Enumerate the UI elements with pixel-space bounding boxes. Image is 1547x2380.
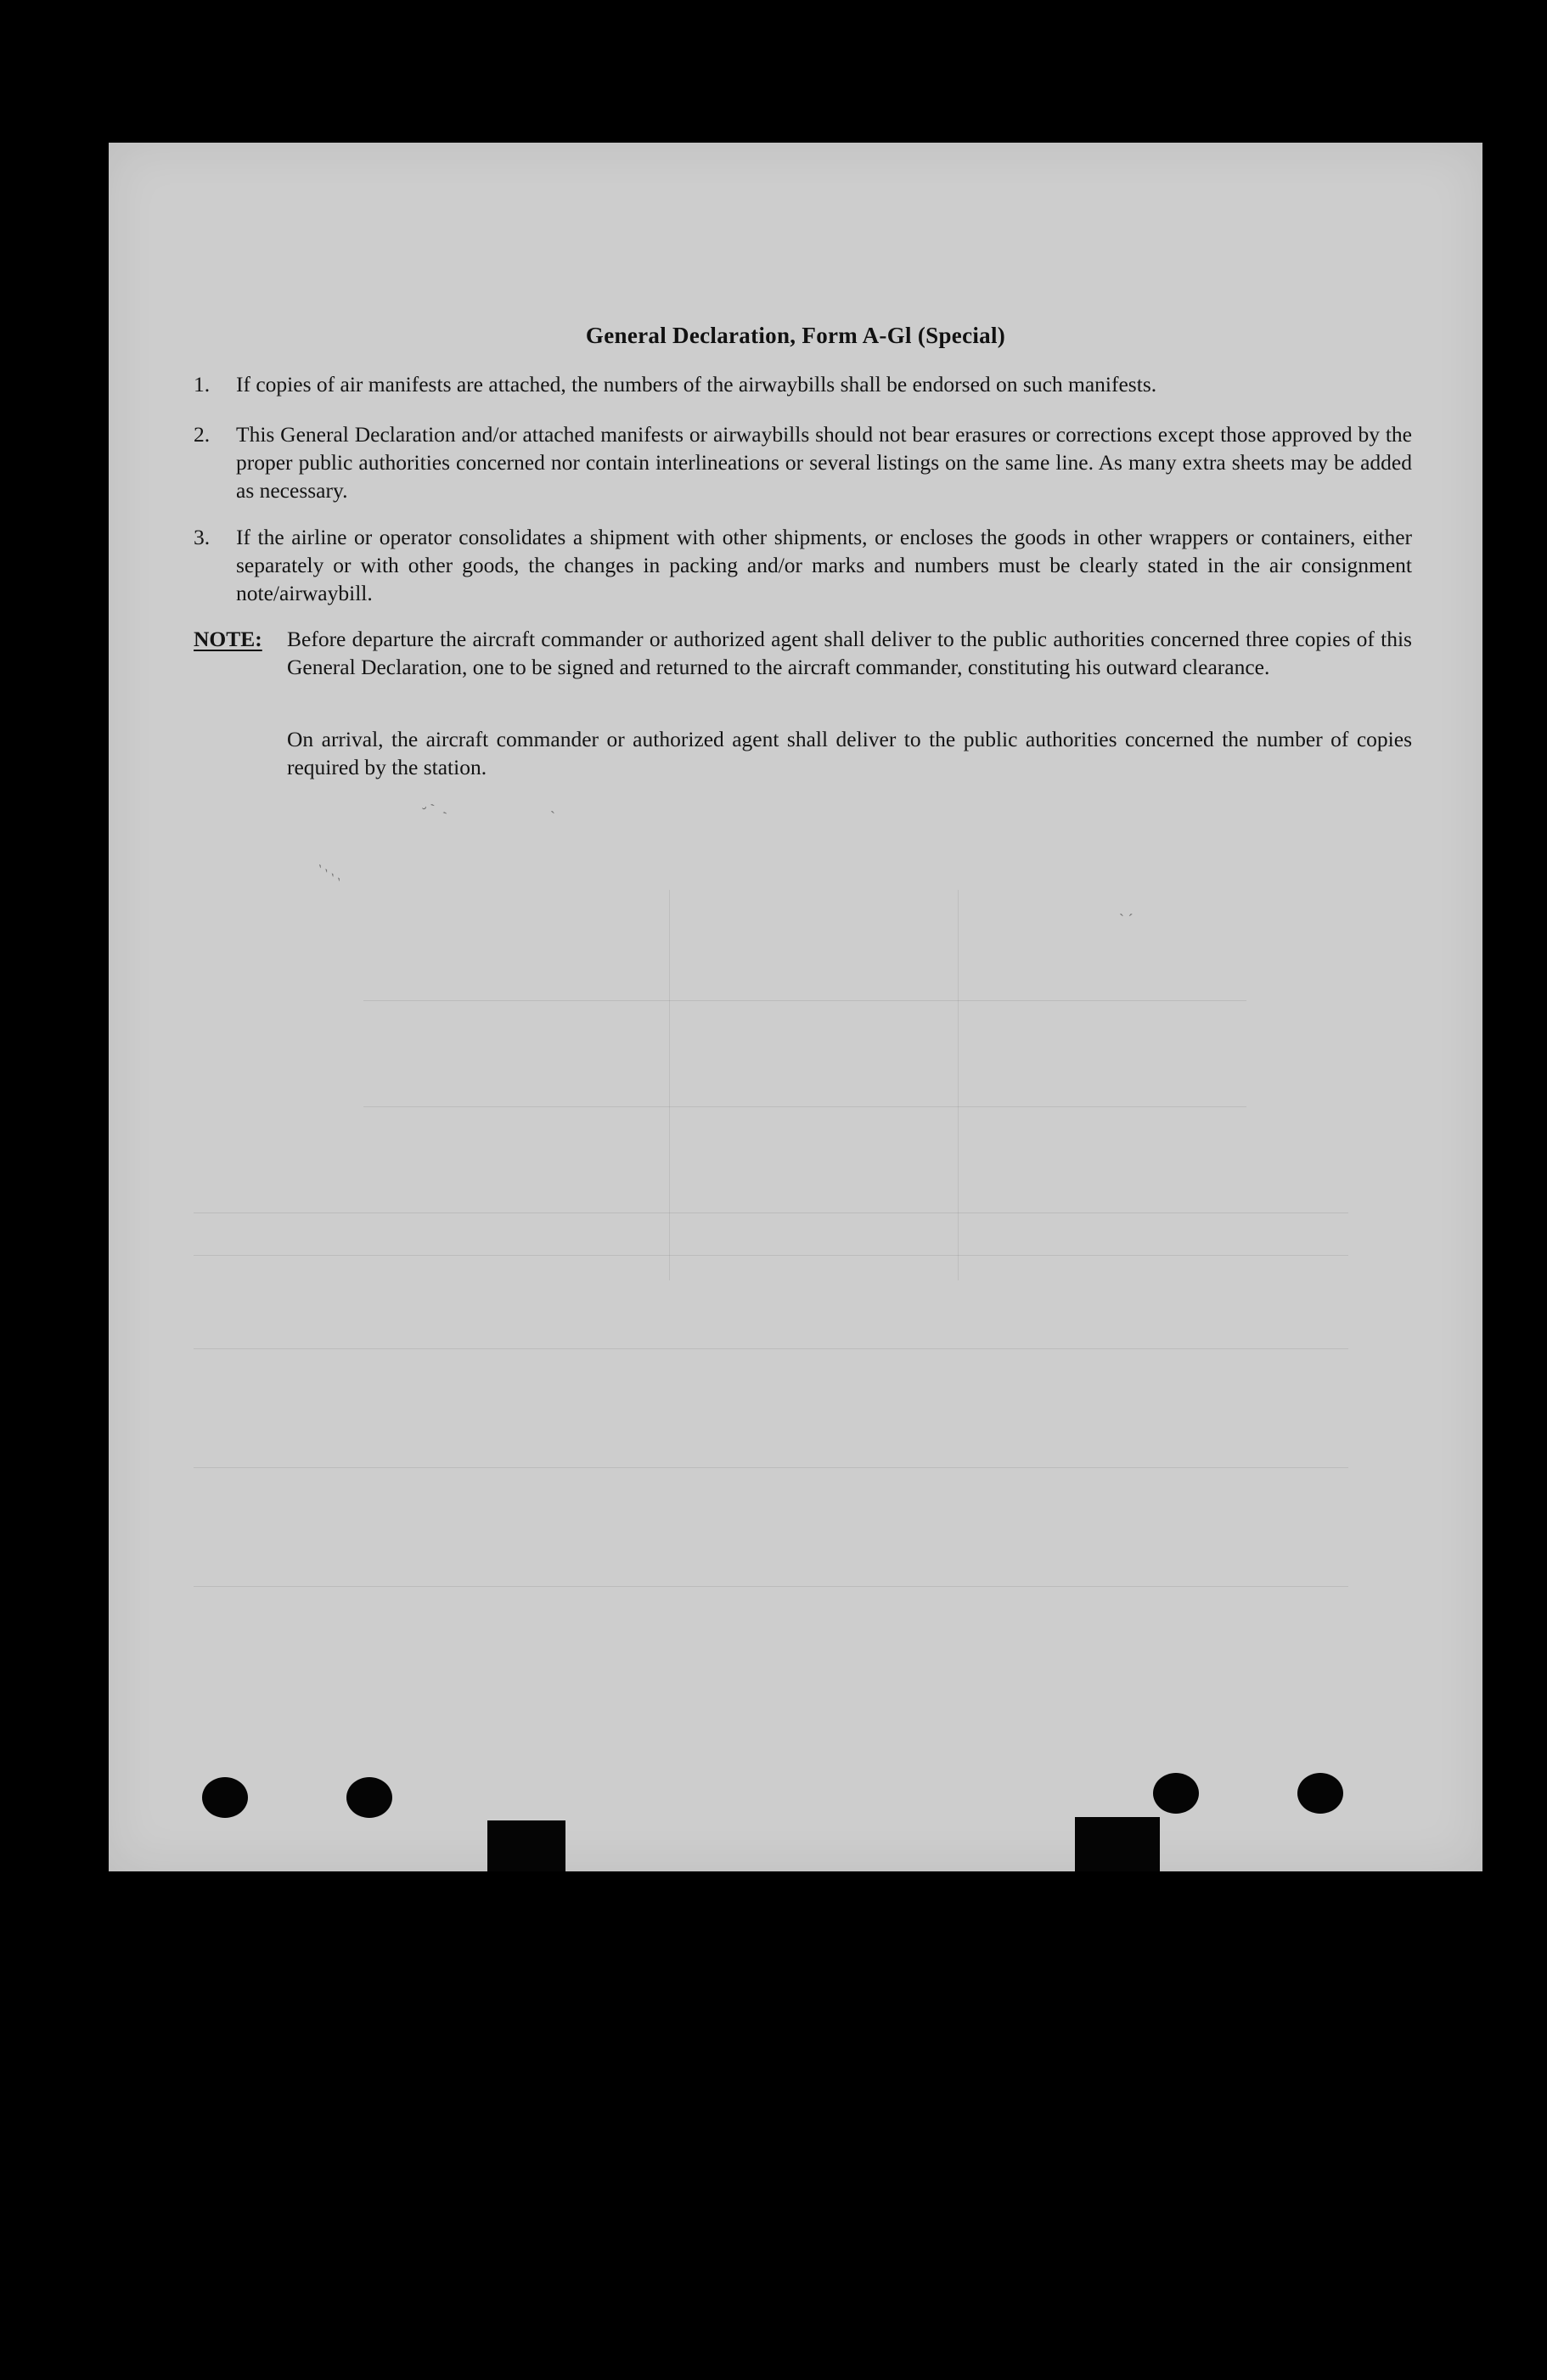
punch-hole xyxy=(346,1777,392,1818)
note-label: NOTE: xyxy=(194,627,262,651)
note-section xyxy=(194,625,1412,681)
item-number: 2. xyxy=(194,422,211,447)
note-paragraph-1: Before departure the aircraft commander or authorized agent shall deliver to the public authorities concerned three copies of this General Declaration, one to be signed and returned to the aircraft commander, constituting his outward clearance. xyxy=(287,627,1412,679)
bleed-through-line xyxy=(363,1000,1246,1001)
pencil-mark: ˘ ` ˏ xyxy=(420,797,448,822)
punch-hole xyxy=(1153,1773,1199,1814)
punch-hole xyxy=(1297,1773,1343,1814)
pencil-mark: ˋˋˋˋ xyxy=(310,861,346,893)
document-title: General Declaration, Form A-Gl (Special) xyxy=(585,323,1006,349)
bleed-through-line xyxy=(194,1348,1348,1349)
bleed-through-line xyxy=(194,1586,1348,1587)
item-number: 3. xyxy=(194,525,211,549)
binding-tab xyxy=(1075,1817,1160,1871)
punch-hole xyxy=(202,1777,248,1818)
instruction-item-1 xyxy=(194,370,1412,398)
bleed-through-line xyxy=(194,1467,1348,1468)
binding-tab xyxy=(487,1820,565,1871)
instruction-item-3 xyxy=(194,523,1412,607)
bleed-through-line xyxy=(958,890,959,1280)
item-text: If copies of air manifests are attached, the numbers of the airwaybills shall be endorsed on such manifests. xyxy=(236,372,1157,397)
note-section-continued xyxy=(194,725,1412,781)
bleed-through-line xyxy=(194,1255,1348,1256)
pencil-mark: ˎ xyxy=(550,796,555,813)
item-text: This General Declaration and/or attached manifests or airwaybills should not bear erasures or corrections except those approved by the proper public authorities concerned nor contain interlineations or several listings on the same line. As many extra sheets may be added as necessary. xyxy=(236,422,1412,503)
document-page xyxy=(109,143,1482,1871)
bleed-through-line xyxy=(363,1106,1246,1107)
instruction-item-2 xyxy=(194,420,1412,504)
pencil-mark: ˋ ˊ xyxy=(1119,911,1134,928)
item-text: If the airline or operator consolidates a shipment with other shipments, or encloses the goods in other wrappers or containers, either separately or with other goods, the changes in packing and/or marks and numbers must be clearly stated in the air consignment note/airwaybill. xyxy=(236,525,1412,605)
item-number: 1. xyxy=(194,372,211,397)
bleed-through-line xyxy=(669,890,670,1280)
note-paragraph-2: On arrival, the aircraft commander or authorized agent shall deliver to the public authorities concerned the number of copies required by the station. xyxy=(287,727,1412,779)
